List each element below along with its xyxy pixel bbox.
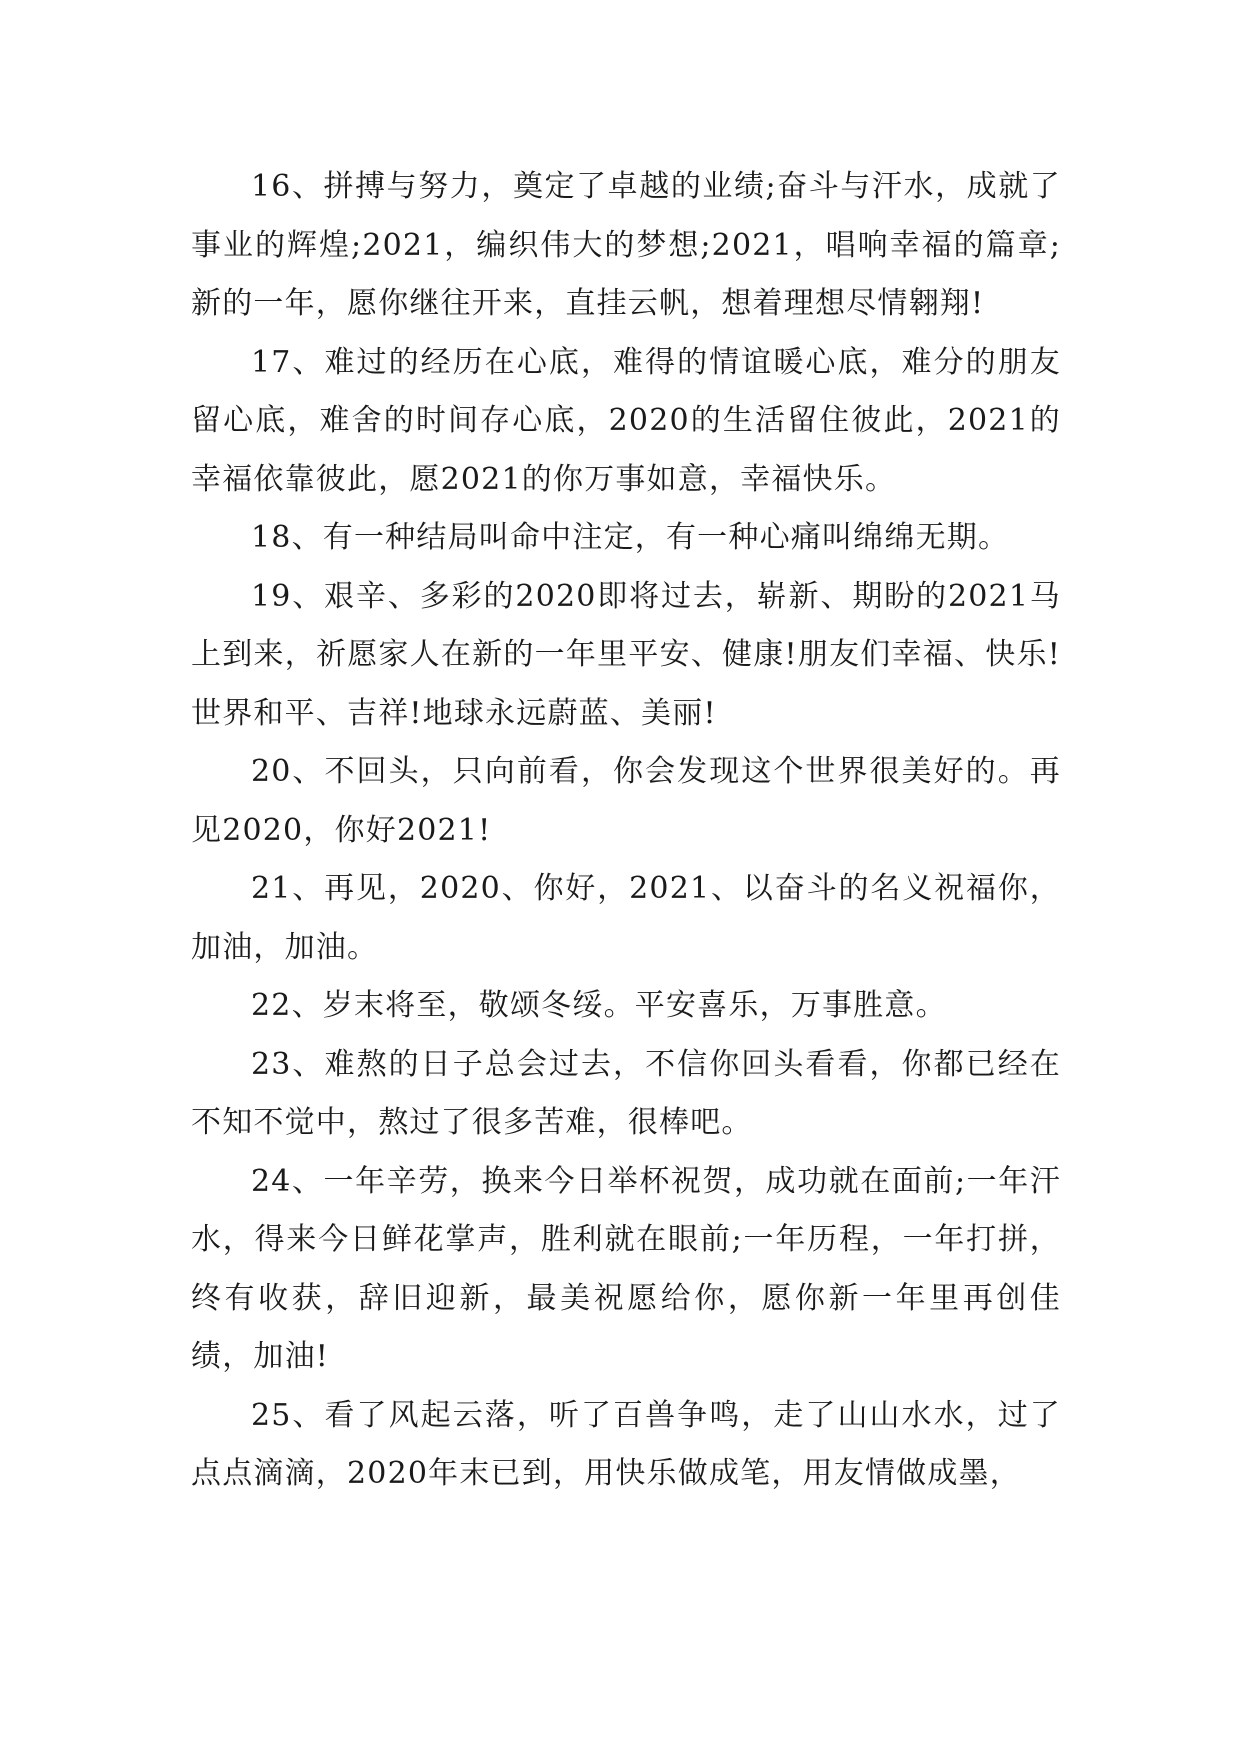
document-body <box>191 158 1061 1504</box>
paragraph-18: 18、有一种结局叫命中注定，有一种心痛叫绵绵无期。 <box>251 520 1010 555</box>
paragraph-22: 22、岁末将至，敬颂冬绥。平安喜乐，万事胜意。 <box>251 988 947 1023</box>
paragraph-17: 17、难过的经历在心底，难得的情谊暖心底，难分的朋友留心底，难舍的时间存心底，2020的生活留住彼此，2021的幸福依靠彼此，愿2021的你万事如意，幸福快乐。 <box>191 344 1061 497</box>
paragraph-24: 24、一年辛劳，换来今日举杯祝贺，成功就在面前;一年汗水，得来今日鲜花掌声，胜利就在眼前;一年历程，一年打拼，终有收获，辞旧迎新，最美祝愿给你，愿你新一年里再创佳绩，加油! <box>191 1163 1061 1374</box>
paragraph-20: 20、不回头，只向前看，你会发现这个世界很美好的。再见2020，你好2021! <box>191 754 1061 848</box>
paragraph-16: 16、拼搏与努力，奠定了卓越的业绩;奋斗与汗水，成就了事业的辉煌;2021，编织伟大的梦想;2021，唱响幸福的篇章;新的一年，愿你继往开来，直挂云帆，想着理想尽情翱翔! <box>191 169 1061 321</box>
paragraph-23: 23、难熬的日子总会过去，不信你回头看看，你都已经在不知不觉中，熬过了很多苦难，很棒吧。 <box>191 1046 1061 1140</box>
paragraph-19: 19、艰辛、多彩的2020即将过去，崭新、期盼的2021马上到来，祈愿家人在新的一年里平安、健康!朋友们幸福、快乐!世界和平、吉祥!地球永远蔚蓝、美丽! <box>191 578 1061 731</box>
paragraph-21: 21、再见，2020、你好，2021、以奋斗的名义祝福你，加油，加油。 <box>191 871 1061 965</box>
paragraph-25: 25、看了风起云落，听了百兽争鸣，走了山山水水，过了点点滴滴，2020年末已到，用快乐做成笔，用友情做成墨， <box>191 1397 1061 1491</box>
